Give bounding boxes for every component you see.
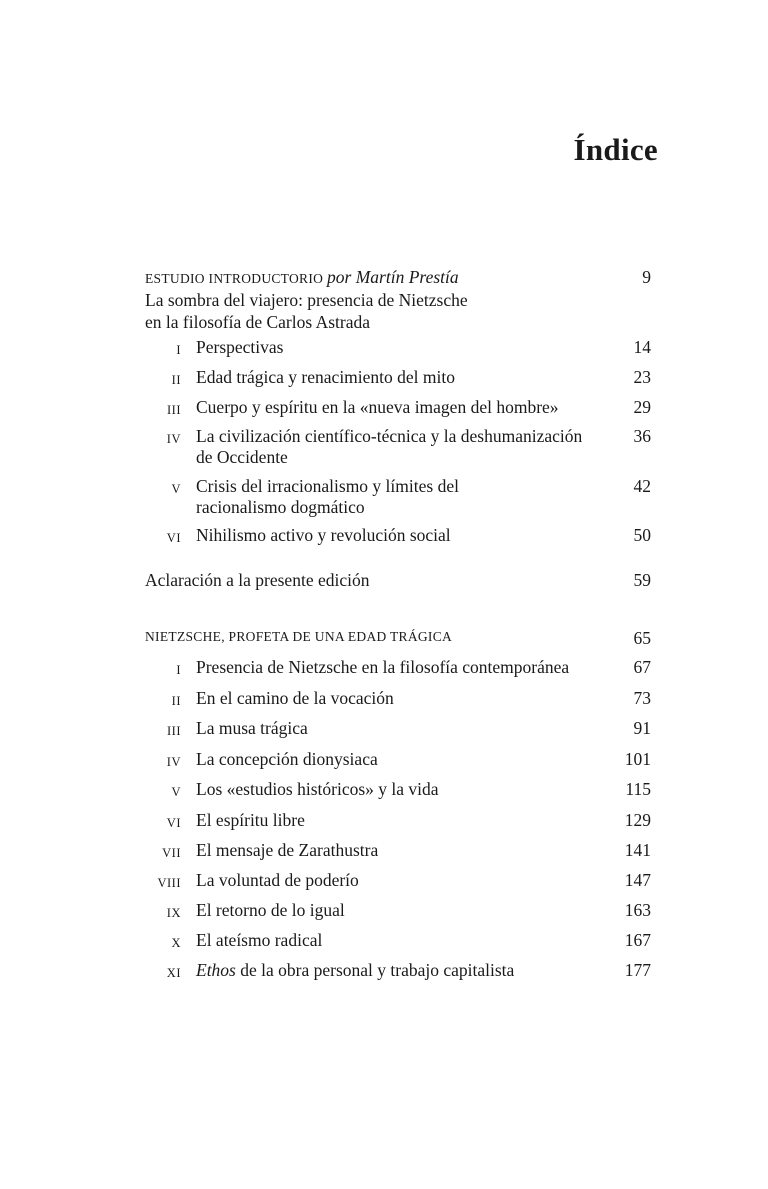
entry-title: Nihilismo activo y revolución social [196,525,451,545]
entry-page: 36 [633,426,651,446]
entry-number: VII [162,846,181,860]
toc-entry[interactable] [145,367,651,388]
toc-entry[interactable] [145,337,651,358]
entry-page: 141 [624,840,651,860]
entry-number: VI [166,531,181,545]
entry-number: I [176,343,181,357]
entry-number: III [167,724,181,738]
toc-entry[interactable] [145,426,651,468]
toc-entry[interactable] [145,657,651,678]
entry-title: Cuerpo y espíritu en la «nueva imagen del hombre» [196,397,559,417]
entry-number: II [171,694,181,708]
entry-page: 167 [624,930,651,950]
entry-title: El mensaje de Zarathustra [196,840,379,860]
toc-entry[interactable] [145,870,651,891]
section-1-subtitle-line: en la filosofía de Carlos Astrada [145,312,371,332]
entry-number: I [176,663,181,677]
aclaracion-label: Aclaración a la presente edición [145,570,370,590]
entry-number: X [171,936,181,950]
section-2-label: NIETZSCHE, PROFETA DE UNA EDAD TRÁGICA [145,629,453,644]
entry-number: II [171,373,181,387]
entry-number: VI [166,816,181,830]
entry-title: La musa trágica [196,718,308,738]
entry-page: 42 [633,476,651,496]
aclaracion-page: 59 [633,570,651,590]
section-1-label: ESTUDIO INTRODUCTORIO [145,271,324,286]
toc-section-1 [145,267,651,333]
toc-aclaracion[interactable] [145,569,651,591]
entry-page: 29 [633,397,651,417]
toc-entry[interactable] [145,525,651,546]
entry-number: V [171,785,181,799]
toc-entry[interactable] [145,688,651,709]
entry-title: El ateísmo radical [196,930,323,950]
toc-entry[interactable] [145,397,651,418]
entry-title: El espíritu libre [196,810,305,830]
section-1-subtitle-line: La sombra del viajero: presencia de Nietzsche [145,290,468,310]
entry-number: IV [166,432,181,446]
section-1-subtitle [145,289,651,333]
section-1-author: por Martín Prestía [327,267,459,287]
toc-entry[interactable] [145,930,651,951]
entry-number: IV [166,755,181,769]
section-2-page: 65 [633,628,651,648]
entry-number: IX [166,906,181,920]
entry-title: El retorno de lo igual [196,900,345,920]
entry-title: Edad trágica y renacimiento del mito [196,367,455,387]
entry-page: 163 [624,900,651,920]
entry-page: 14 [633,337,651,357]
entry-title-continued: racionalismo dogmático [196,497,365,517]
entry-number: V [171,482,181,496]
entry-page: 50 [633,525,651,545]
entry-page: 101 [624,749,651,769]
entry-number: III [167,403,181,417]
entry-page: 147 [624,870,651,890]
entry-title: de la obra personal y trabajo capitalista [235,960,515,980]
entry-title: La concepción dionysiaca [196,749,378,769]
entry-title: Crisis del irracionalismo y límites del [196,476,459,496]
toc-entry[interactable] [145,840,651,861]
entry-page: 91 [633,718,651,738]
entry-title-italic: Ethos [196,960,236,980]
toc-entry[interactable] [145,810,651,831]
entry-page: 115 [625,779,651,799]
entry-title: Perspectivas [196,337,284,357]
page-title: Índice [573,132,658,167]
toc-entry[interactable] [145,900,651,921]
toc-entry[interactable] [145,779,651,800]
entry-page: 177 [624,960,651,980]
entry-number: VIII [157,876,181,890]
entry-page: 73 [633,688,651,708]
entry-page: 23 [633,367,651,387]
toc-section-2[interactable] [145,628,651,650]
toc-entry[interactable] [145,749,651,770]
toc-entry[interactable] [145,476,651,518]
entry-title: En el camino de la vocación [196,688,394,708]
entry-title: La civilización científico-técnica y la deshumanización [196,426,583,446]
entry-number: XI [166,966,181,980]
entry-page: 67 [633,657,651,677]
entry-title: La voluntad de poderío [196,870,359,890]
section-1-page: 9 [642,267,651,287]
entry-title: Los «estudios históricos» y la vida [196,779,439,799]
entry-title: Presencia de Nietzsche en la filosofía contemporánea [196,657,570,677]
entry-title-continued: de Occidente [196,447,288,467]
entry-page: 129 [624,810,651,830]
toc-entry[interactable] [145,718,651,739]
section-1-heading[interactable] [145,267,651,289]
toc-entry[interactable] [145,960,651,981]
